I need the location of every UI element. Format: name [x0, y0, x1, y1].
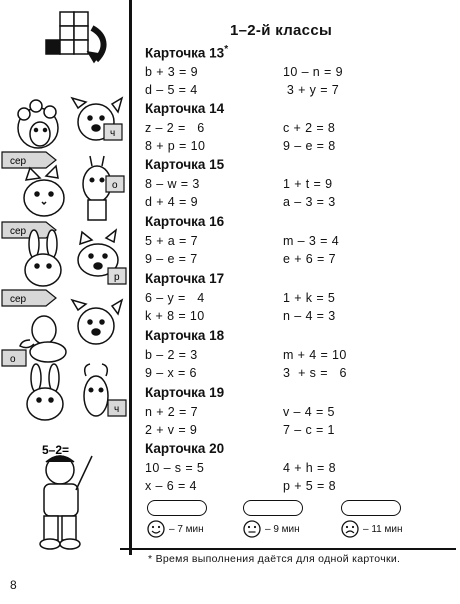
illustration-column — [0, 0, 130, 560]
equation: v – 4 = 5 — [283, 405, 335, 419]
pencil-tag-label: о — [10, 354, 16, 365]
equation: x – 6 = 4 — [145, 479, 197, 493]
equation: 10 – s = 5 — [145, 461, 205, 475]
sad-face-icon — [341, 520, 359, 538]
pencil-tag-label: сер — [10, 294, 27, 305]
goat-face-icon — [84, 364, 108, 416]
card-title: Карточка 17 — [145, 271, 225, 286]
equation: b + 3 = 9 — [145, 65, 198, 79]
pencil-tag-label: ч — [110, 128, 116, 139]
blocks-logo-icon — [46, 12, 104, 62]
pencil-tag-label: сер — [10, 226, 27, 237]
equation: z – 2 = 6 — [145, 121, 205, 135]
equation: k + 8 = 10 — [145, 309, 205, 323]
equation: 1 + k = 5 — [283, 291, 336, 305]
card-title: Карточка 15 — [145, 157, 225, 172]
equation: 8 + p = 10 — [145, 139, 206, 153]
time-legend-label: – 9 мин — [265, 523, 300, 535]
time-legend-label: – 11 мин — [363, 523, 403, 535]
rabbit-face-icon — [27, 364, 63, 420]
pencil-tag-label: о — [112, 180, 118, 191]
equation: 6 – y = 4 — [145, 291, 205, 305]
equation: 2 + v = 9 — [145, 423, 198, 437]
equation: b – 2 = 3 — [145, 348, 198, 362]
cat-face-icon — [24, 166, 64, 216]
equation: 1 + t = 9 — [283, 177, 333, 191]
time-answer-box[interactable] — [243, 500, 303, 516]
pencil-tag-label: р — [114, 272, 120, 283]
time-legend-label: – 7 мин — [169, 523, 204, 535]
equation: n + 2 = 7 — [145, 405, 198, 419]
equation: c + 2 = 8 — [283, 121, 336, 135]
neutral-face-icon — [243, 520, 261, 538]
board-text: 5–2= — [42, 443, 70, 457]
dog-face-icon — [72, 300, 122, 344]
equation: 5 + a = 7 — [145, 234, 198, 248]
equation: m – 3 = 4 — [283, 234, 340, 248]
time-legend-slow — [341, 520, 402, 538]
pencil-tag-label: ч — [114, 404, 120, 415]
card-title: Карточка 18 — [145, 328, 225, 343]
equation: 9 – e = 8 — [283, 139, 336, 153]
page-title: 1–2-й классы — [230, 22, 333, 39]
sheep-face-icon — [18, 100, 58, 148]
equation: p + 5 = 8 — [283, 479, 336, 493]
column-divider — [129, 0, 132, 555]
footnote: * Время выполнения даётся для одной карточки. — [148, 553, 401, 565]
pencil-tag-label: сер — [10, 156, 27, 167]
time-answer-box[interactable] — [341, 500, 401, 516]
card-title: Карточка 14 — [145, 101, 225, 116]
equation: 4 + h = 8 — [283, 461, 336, 475]
time-answer-box[interactable] — [147, 500, 207, 516]
equation: n – 4 = 3 — [283, 309, 336, 323]
happy-face-icon — [147, 520, 165, 538]
card-title: Карточка 19 — [145, 385, 225, 400]
illustration-art — [0, 0, 130, 560]
equation: 3 + y = 7 — [283, 83, 340, 97]
equation: d – 5 = 4 — [145, 83, 198, 97]
equation: 8 – w = 3 — [145, 177, 200, 191]
page-number: 8 — [10, 578, 17, 592]
duck-icon — [20, 316, 66, 362]
card-title: Карточка 13* — [145, 44, 229, 61]
equation: e + 6 = 7 — [283, 252, 336, 266]
equation: m + 4 = 10 — [283, 348, 347, 362]
equation: 9 – e = 7 — [145, 252, 198, 266]
equation: d + 4 = 9 — [145, 195, 198, 209]
time-legend-medium — [243, 520, 300, 538]
footnote-divider — [131, 548, 456, 550]
time-legend-fast — [147, 520, 204, 538]
card-title: Карточка 20 — [145, 441, 225, 456]
boy-writing-icon — [40, 456, 92, 549]
equation: 7 – c = 1 — [283, 423, 335, 437]
worksheet-main — [145, 0, 455, 560]
equation: a – 3 = 3 — [283, 195, 336, 209]
equation: 9 – x = 6 — [145, 366, 197, 380]
equation: 3 + s = 6 — [283, 366, 347, 380]
card-title: Карточка 16 — [145, 214, 225, 229]
equation: 10 – n = 9 — [283, 65, 343, 79]
